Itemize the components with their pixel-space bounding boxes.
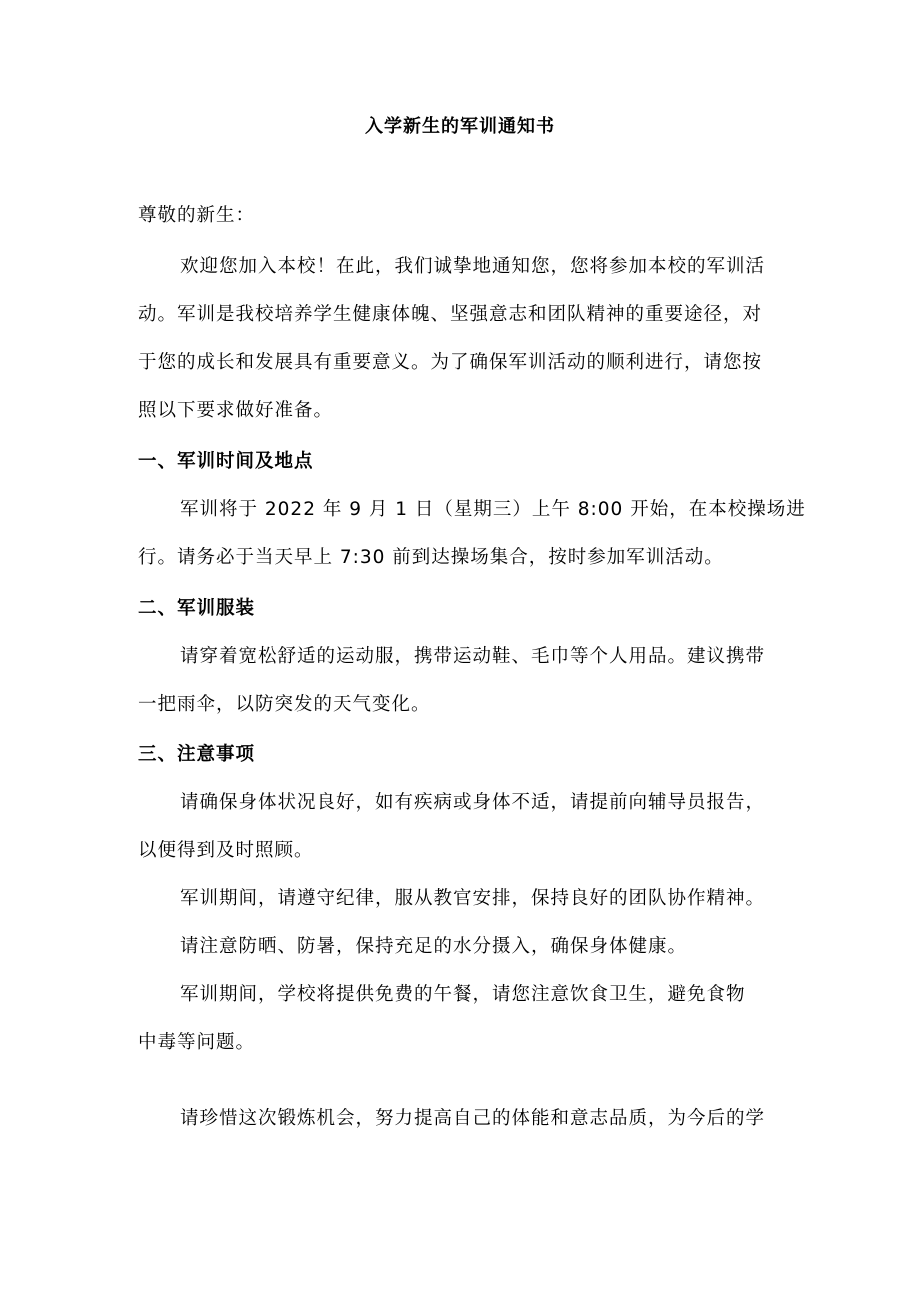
closing-line: 请珍惜这次锻炼机会，努力提高自己的体能和意志品质，为今后的学 — [180, 1108, 766, 1129]
section-line: 军训期间，学校将提供免费的午餐，请您注意饮食卫生，避免食物 — [180, 984, 746, 1005]
intro-line: 照以下要求做好准备。 — [138, 400, 334, 421]
section-line: 行。请务必于当天早上 7:30 前到达操场集合，按时参加军训活动。 — [138, 547, 724, 568]
section-line: 请确保身体状况良好，如有疾病或身体不适，请提前向辅导员报告， — [180, 792, 766, 813]
intro-line: 动。军训是我校培养学生健康体魄、坚强意志和团队精神的重要途径，对 — [138, 304, 763, 325]
section-line: 军训期间，请遵守纪律，服从教官安排，保持良好的团队协作精神。 — [180, 888, 766, 909]
section-line: 一把雨伞，以防突发的天气变化。 — [138, 694, 431, 715]
intro-line: 欢迎您加入本校！在此，我们诚挚地通知您，您将参加本校的军训活 — [180, 256, 766, 277]
section-line: 请穿着宽松舒适的运动服，携带运动鞋、毛巾等个人用品。建议携带 — [180, 646, 766, 667]
section-heading-clothing: 二、军训服装 — [138, 598, 256, 619]
page-title: 入学新生的军训通知书 — [365, 116, 555, 137]
section-line: 请注意防晒、防暑，保持充足的水分摄入，确保身体健康。 — [180, 936, 688, 957]
section-heading-time-place: 一、军训时间及地点 — [138, 451, 314, 472]
section-line: 军训将于 2022 年 9 月 1 日（星期三）上午 8:00 开始，在本校操场进 — [180, 499, 806, 520]
intro-line: 于您的成长和发展具有重要意义。为了确保军训活动的顺利进行，请您按 — [138, 352, 763, 373]
greeting: 尊敬的新生： — [138, 205, 256, 226]
section-heading-notes: 三、注意事项 — [138, 744, 256, 765]
section-line: 以便得到及时照顾。 — [138, 840, 314, 861]
section-line: 中毒等问题。 — [138, 1032, 256, 1053]
